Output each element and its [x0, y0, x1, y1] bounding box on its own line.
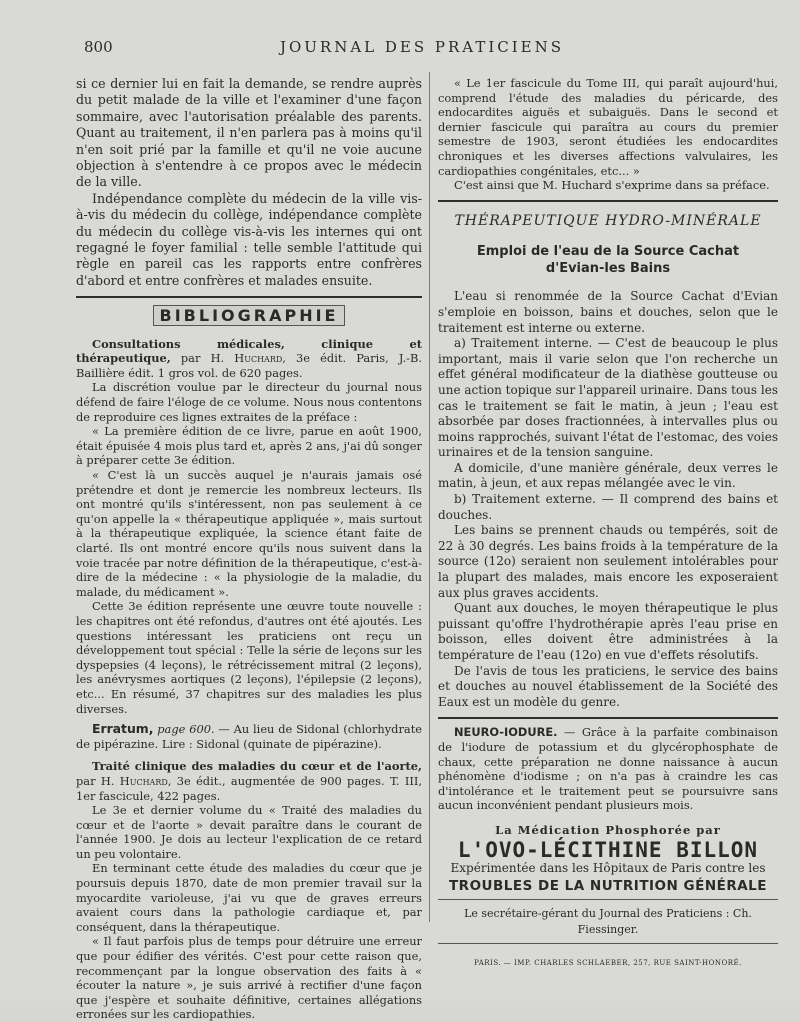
quote-attribution: C'est ainsi que M. Huchard s'exprime dans sa préface.: [454, 178, 770, 193]
paragraph: « C'est là un succès auquel je n'aurais jamais osé prétendre et dont je remercie les nombreux lecteurs. Ils ont montré qu'ils s'intéressent, non pas seulement à ce qu'on appelle la « thérapeutique appliquée », mais surtout à la thérapeutique expliquée, la science étant faite de clarté. Ils ont montré encore qu'ils nous suivent dans la voie tracée par notre définition de la thérapeutique, c'est-à-dire de la médecine : « la physiologie de la maladie, du malade, du médicament ».: [76, 468, 422, 599]
paragraph: « La première édition de ce livre, parue en août 1900, était épuisée 4 mois plus tard et, après 2 ans, j'ai dû songer à préparer cette 3e édition.: [76, 424, 422, 468]
article-title: [438, 243, 778, 277]
page-header: [84, 38, 760, 58]
paragraph: A domicile, d'une manière générale, deux verres le matin, à jeun, et aux repas mélangée avec le vin.: [438, 460, 778, 491]
paragraph: Indépendance complète du médecin de la ville vis-à-vis du médecin du collège, indépendance complète du médecin du collège vis-à-vis les internes qui ont regagné le foyer familial : telle semble l'attitude qui règle en pareil cas les rapports entre confrères d'abord et entre confrères et malades ensuite.: [76, 190, 422, 288]
bibliography-entry-2: [76, 759, 422, 1022]
advertisement-ovo-lecithine: [438, 823, 778, 894]
paragraph: Le 3e et dernier volume du « Traité des maladies du cœur et de l'aorte » devait paraître dans le courant de l'année 1900. Je dois au lecteur l'explication de ce retard un peu volontaire.: [76, 803, 422, 861]
paragraph: si ce dernier lui en fait la demande, se rendre auprès du petit malade de la ville et l'examiner d'une façon sommaire, avec l'autorisation préalable des parents. Quant au traitement, il n'en parlera pas à moins qu'il n'en soit prié par la famille et qu'il ne voie aucune objection à s'entendre à ce propos avec le médecin de la ville.: [76, 76, 422, 190]
ad-brand: NEURO-IODURE.: [454, 725, 558, 740]
book-details: 3e édit., augmentée de 900 pages. T. III, 1er fascicule, 422 pages.: [76, 773, 422, 803]
printer-imprint: PARIS. — IMP. CHARLES SCHLAEBER, 257, RUE SAINT-HONORÉ.: [474, 958, 742, 967]
advertisement-neuro-iodure: [438, 725, 778, 813]
erratum-page: page 600.: [157, 722, 215, 737]
therapeutique-heading: THÉRAPEUTIQUE HYDRO-MINÉRALE: [454, 212, 762, 229]
paragraph: Quant aux douches, le moyen thérapeutique le plus puissant qu'offre l'hydrothérapie après l'eau prise en boisson, elles doivent être administrées à la température de l'eau (12o) en vue d'effets résolutifs.: [438, 601, 778, 662]
paragraph: « Il faut parfois plus de temps pour détruire une erreur que pour édifier des vérités. C'est pour cette raison que, recommençant par la longue observation des faits à « écouter la nature », je suis arrivé à rectifier d'une façon que j'espère et souhaite définitive, certaines allégations erronées sur les cardiopathies.: [76, 934, 422, 1022]
left-column: [76, 76, 422, 1022]
paragraph: En terminant cette étude des maladies du cœur que je poursuis depuis 1870, date de mon premier travail sur la myocardite varioleuse, j'ai vu que de graves erreurs avaient cours dans la pathologie cardiaque et, par conséquent, dans la thérapeutique.: [76, 861, 422, 934]
book-author: H. Huchard,: [210, 351, 286, 366]
book-by: par: [180, 351, 201, 366]
footer-divider: [438, 899, 778, 900]
ad-line-3: Expérimentée dans les Hôpitaux de Paris contre les: [450, 861, 766, 876]
paragraph: L'eau si renommée de la Source Cachat d'Evian s'emploie en boisson, bains et douches, selon que le traitement est interne ou externe.: [438, 289, 778, 335]
right-column: [438, 76, 778, 971]
column-divider: [429, 72, 430, 922]
publisher-line: Le secrétaire-gérant du Journal des Praticiens : Ch. Fiessinger.: [464, 907, 752, 936]
book-details: 3e édit. Paris, J.-B. Baillière édit. 1 gros vol. de 620 pages.: [76, 351, 422, 380]
paragraph: De l'avis de tous les praticiens, le service des bains et douches au nouvel établissement de la Société des Eaux est un modèle du genre.: [438, 663, 778, 709]
erratum-label: Erratum,: [92, 721, 154, 737]
page-number: 800: [84, 38, 113, 56]
article-title-line-1: Emploi de l'eau de la Source Cachat: [476, 244, 740, 260]
book-title: Consultations médicales, clinique et thérapeutique,: [76, 336, 422, 366]
bibliography-entry-1: [76, 337, 422, 716]
ad-line-1: La Médication Phosphorée par: [495, 822, 721, 837]
ad-text: — Grâce à la parfaite combinaison de l'iodure de potassium et du glycérophosphate de chaux, cette préparation ne donne naissance à aucun phénomène d'iodisme ; on n'a pas à craindre les cas d'intolérance et le traitement peut se poursuivre sans aucun inconvénient pendant plusieurs mois.: [438, 725, 778, 813]
footer-divider: [438, 943, 778, 944]
bibliographie-heading: BIBLIOGRAPHIE: [76, 308, 422, 324]
paragraph: b) Traitement externe. — Il comprend des bains et douches.: [438, 492, 778, 522]
book-author: H. Huchard,: [100, 773, 172, 788]
section-divider: [76, 296, 422, 298]
quote-paragraph: « Le 1er fascicule du Tome III, qui paraît aujourd'hui, comprend l'étude des maladies du péricarde, des endocardites aiguës et subaiguës. Dans le second et dernier fascicule qui paraîtra au cours du premier semestre de 1903, seront étudiées les endocardites chroniques et les diverses affections valvulaires, les cardiopathies congénitales, etc... »: [438, 76, 778, 178]
book-title: Traité clinique des maladies du cœur et de l'aorte,: [92, 759, 422, 774]
paragraph: La discrétion voulue par le directeur du journal nous défend de faire l'éloge de ce volume. Nous nous contentons de reproduire ces lignes extraites de la préface :: [76, 380, 422, 424]
ad-line-4: TROUBLES DE LA NUTRITION GÉNÉRALE: [448, 877, 768, 894]
book-by: par: [76, 773, 96, 788]
erratum: [76, 722, 422, 751]
erratum-text: — Au lieu de Sidonal (chlorhydrate de pipérazine. Lire : Sidonal (quinate de pipérazine).: [76, 722, 423, 751]
article-title-line-2: d'Evian-les Bains: [545, 261, 671, 277]
section-divider: [438, 200, 778, 202]
paragraph: Les bains se prennent chauds ou tempérés, soit de 22 à 30 degrés. Les bains froids à la température de la source (12o) seraient non seulement intolérables pour la plupart des malades, mais encore les exposeraient aux plus graves accidents.: [438, 523, 778, 600]
ad-brand-name: L'OVO-LÉCITHINE BILLON: [457, 837, 759, 862]
journal-title: JOURNAL DES PRATICIENS: [279, 38, 565, 56]
ad-divider: [438, 717, 778, 719]
paragraph: a) Traitement interne. — C'est de beaucoup le plus important, mais il varie selon que l'on recherche un effet général modificateur de la diathèse goutteuse ou une action topique sur l'appareil urinaire. Dans tous les cas le traitement se fait le matin, à jeun ; l'eau est absorbée par doses fractionnées, à intervalles plus ou moins rapprochés, suivant l'état de l'estomac, des voies urinaires et de la tension sanguine.: [438, 336, 778, 460]
paragraph: Cette 3e édition représente une œuvre toute nouvelle : les chapitres ont été refondus, d'autres ont été ajoutés. Les questions intéressant les praticiens ont reçu un développement tout spécial : Telle la série de leçons sur les dyspepsies (4 leçons), le rétrécissement mitral (2 leçons), les anévrysmes aortiques (2 leçons), l'épilepsie (2 leçons), etc... En résumé, 37 chapitres sur des maladies les plus diverses.: [76, 599, 422, 716]
